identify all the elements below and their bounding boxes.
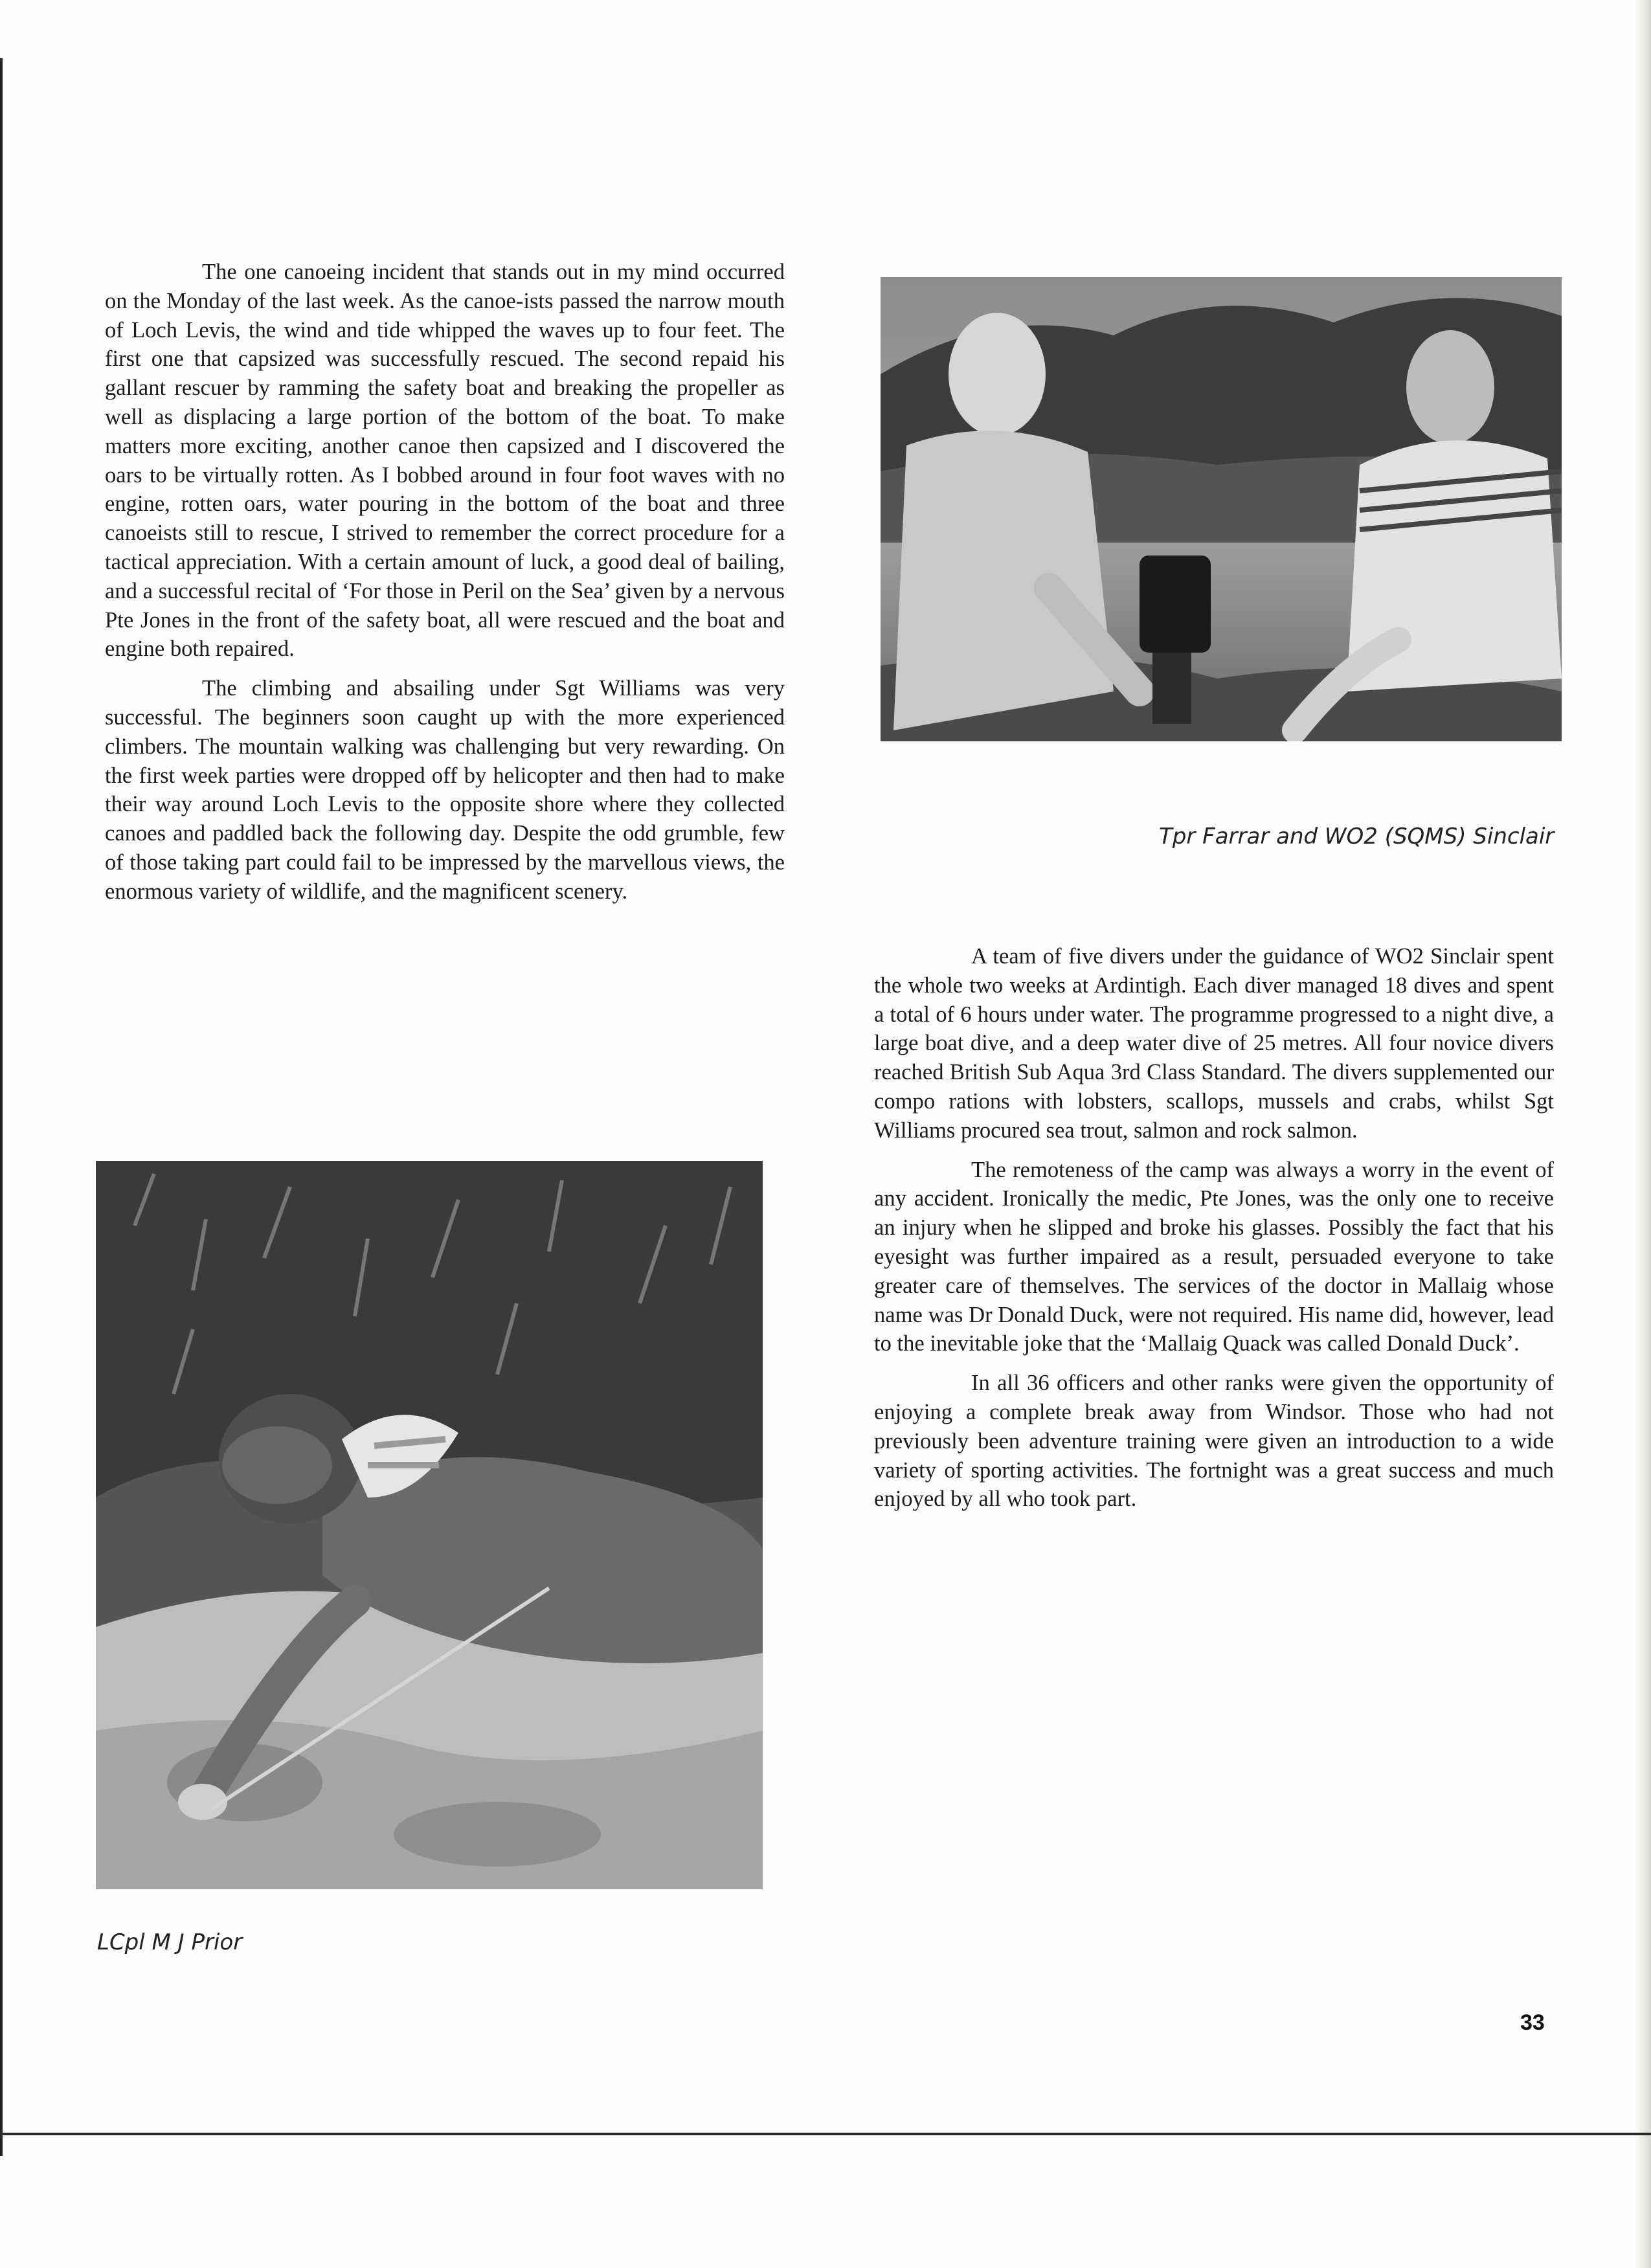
scan-bottom-edge xyxy=(0,2133,1651,2135)
left-column-text xyxy=(105,258,785,917)
paragraph-climbing: The climbing and absailing under Sgt Williams was very successful. The beginners soon caught up with the more experienced climbers. The mountain walking was challenging but very rewarding. On the first week parties were dropped off by helicopter and then had to make their way around Loch Levis to the opposite shore where they collected canoes and paddled back the following day. Despite the odd grumble, few of those taking part could fail to be impressed by the marvellous views, the enormous variety of wildlife, and the magnificent scenery. xyxy=(105,676,785,904)
paragraph-canoeing-incident: The one canoeing incident that stands out in my mind occurred on the Monday of the last week. As the canoe-ists passed the narrow mouth of Loch Levis, the wind and tide whipped the waves up to four feet. The first one that capsized was successfully rescued. The second repaid his gallant rescuer by ramming the safety boat and breaking the propeller as well as displacing a large portion of the bottom of the boat. To make matters more exciting, another canoe then capsized and I discovered the oars to be virtually rotten. As I bobbed around in four foot waves with no engine, rotten oars, water pouring in the bottom of the boat and three canoeists still to rescue, I strived to remember the correct procedure for a tactical appreciation. With a certain amount of luck, a good deal of bailing, and a successful recital of ‘For those in Peril on the Sea’ given by a nervous Pte Jones in the front of the safety boat, all were rescued and the boat and engine both repaired. xyxy=(105,260,785,662)
photo-caption-boat: Tpr Farrar and WO2 (SQMS) Sinclair xyxy=(1159,824,1555,849)
paragraph-summary: In all 36 officers and other ranks were given the opportunity of enjoying a complete break away from Windsor. Those who had not previously been adventure training were given an introduction to a wide variety of sporting activities. The fortnight was a great success and much enjoyed by all who took part. xyxy=(874,1371,1554,1512)
scan-right-edge xyxy=(1634,0,1651,2268)
photo-men-in-boat xyxy=(881,277,1562,741)
paragraph-divers: A team of five divers under the guidance of WO2 Sinclair spent the whole two weeks at Ardintigh. Each diver managed 18 dives and spent a total of 6 hours under water. The programme progressed to a night dive, a large boat dive, and a deep water dive of 25 metres. All four novice divers reached British Sub Aqua 3rd Class Standard. The divers supplemented our compo rations with lobsters, scallops, mussels and crabs, whilst Sgt Williams procured sea trout, salmon and rock salmon. xyxy=(874,944,1554,1143)
photo-climber-on-rock-graphic xyxy=(96,1161,763,1889)
photo-caption-climber: LCpl M J Prior xyxy=(97,1929,243,1955)
right-column-text xyxy=(874,942,1554,1524)
photo-climber-on-rock xyxy=(96,1161,763,1889)
paragraph-remoteness: The remoteness of the camp was always a worry in the event of any accident. Ironically the medic, Pte Jones, was the only one to receive an injury when he slipped and broke his glasses. Possibly the fact that his eyesight was further impaired as a result, persuaded everyone to take greater care of themselves. The services of the doctor in Mallaig whose name was Dr Donald Duck, were not required. His name did, however, lead to the inevitable joke that the ‘Mallaig Quack was called Donald Duck’. xyxy=(874,1157,1554,1356)
scan-left-edge xyxy=(0,58,3,2156)
page-number: 33 xyxy=(1520,2010,1545,2035)
photo-men-in-boat-graphic xyxy=(881,277,1562,741)
